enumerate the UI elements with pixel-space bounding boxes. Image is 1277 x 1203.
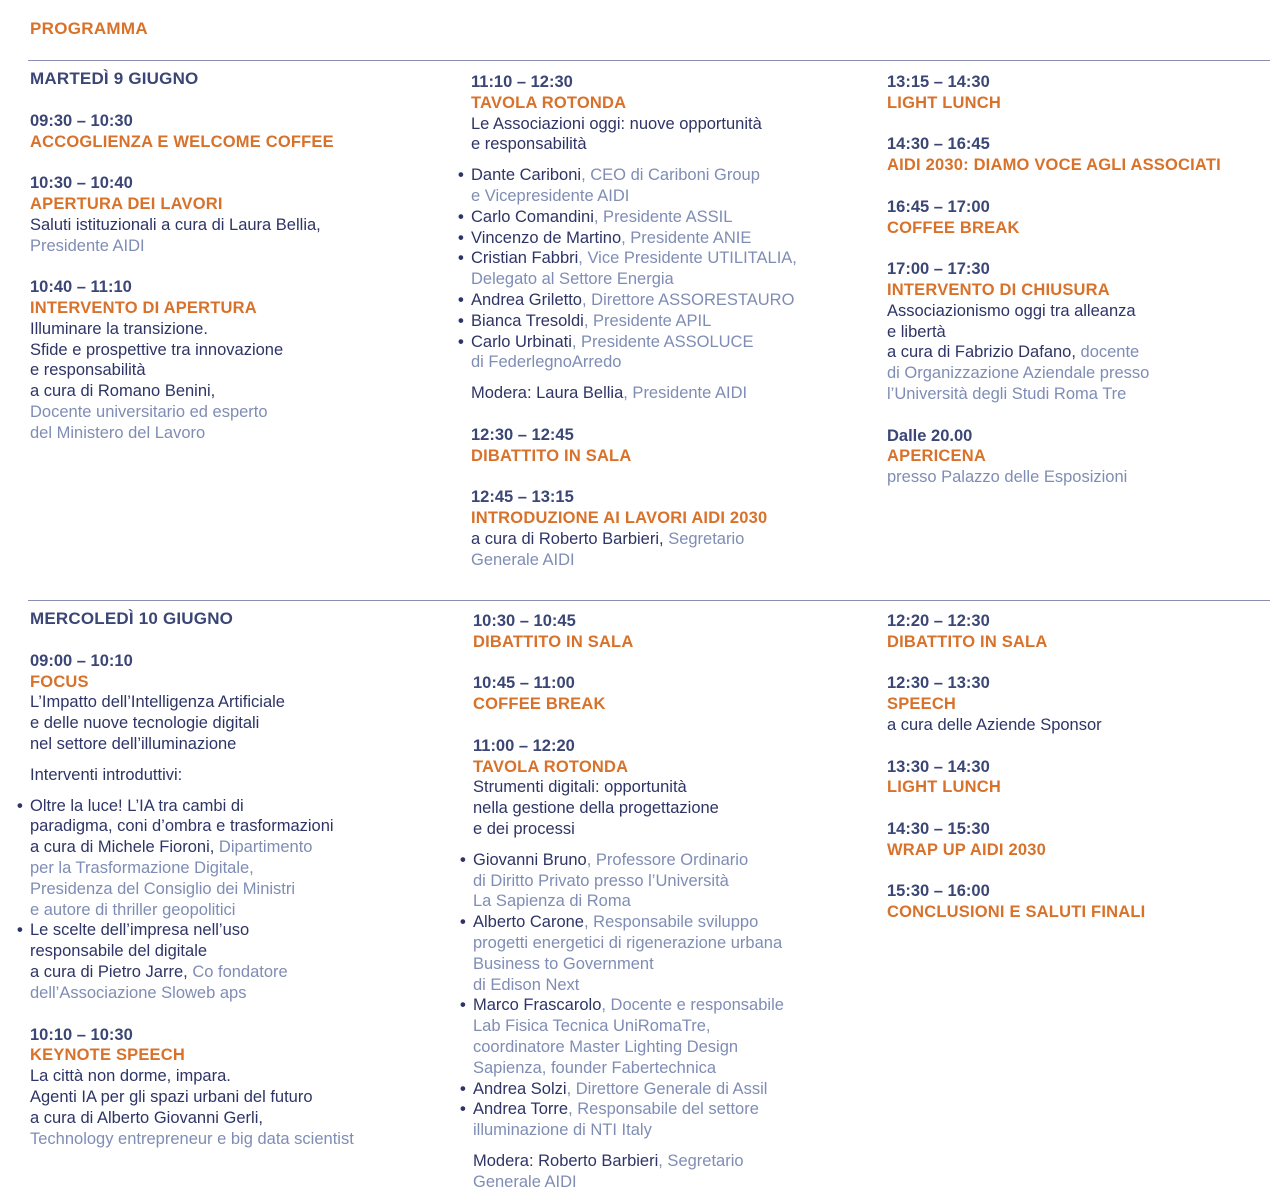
session-dibattito [887,611,1272,653]
speaker-item [473,1099,873,1141]
session-label: APERICENA [887,447,986,466]
speaker-item [471,165,871,207]
session-time: 10:30 – 10:40 [30,174,133,193]
session-text: Sfide e prospettive tra innovazione [30,340,284,359]
speaker-name: Vincenzo de Martino [471,228,622,247]
session-text: Agenti IA per gli spazi urbani del futuro [30,1087,313,1106]
session-label: DIBATTITO IN SALA [473,632,634,651]
session-dibattito [473,611,873,653]
speaker-role: per la Trasformazione Digitale, [30,858,254,877]
session-role: Technology entrepreneur e big data scientist [30,1129,354,1148]
speaker-name: Bianca Tresoldi [471,311,584,330]
speaker-item [471,332,871,374]
session-text: Associazionismo oggi tra alleanza [887,301,1136,320]
speaker-role: illuminazione di NTI Italy [473,1121,652,1140]
session-time: 10:30 – 10:45 [473,612,576,630]
session-introduzione [471,487,871,570]
session-time: Dalle 20.00 [887,426,973,445]
day1-column-2 [471,72,871,591]
session-label: SPEECH [887,695,957,714]
session-role: docente [1075,343,1140,362]
speaker-role: , Presidente ASSIL [593,207,733,226]
session-label: COFFEE BREAK [473,695,606,714]
session-label: TAVOLA ROTONDA [473,757,629,776]
session-coffee-break [887,197,1272,239]
speaker-role: , CEO di Cariboni Group [581,166,760,185]
speaker-role: La Sapienza di Roma [473,892,631,911]
session-text: Illuminare la transizione. [30,319,208,338]
speaker-item [30,796,430,921]
session-apericena [887,426,1272,488]
session-label: CONCLUSIONI E SALUTI FINALI [887,903,1146,922]
speaker-item [471,248,871,290]
speaker-name: a cura di Michele Fioroni, [30,838,215,857]
speaker-role: Presidenza del Consiglio dei Ministri [30,879,296,898]
session-label: LIGHT LUNCH [887,93,1002,112]
moderator [471,383,871,404]
speaker-item [473,912,873,995]
speaker-item [471,290,871,311]
speaker-role: , Docente e responsabile [601,996,784,1015]
moderator-name: Modera: Laura Bellia [471,384,624,403]
session-time: 10:10 – 10:30 [30,1025,133,1044]
session-role: Segretario [663,529,745,548]
interventi-heading: Interventi introduttivi: [30,765,183,784]
moderator [473,1151,873,1193]
session-text: Saluti istituzionali a cura di Laura Bellia, [30,215,321,234]
session-role: Presidente AIDI [30,236,145,255]
session-time: 09:30 – 10:30 [30,111,133,130]
day2-column-1 [30,609,430,1170]
talk-title: • Oltre la luce! L’IA tra cambi di [30,796,244,815]
speaker-role: , Responsabile sviluppo [583,913,759,932]
talk-title: responsabile del digitale [30,942,208,961]
session-time: 10:45 – 11:00 [473,674,575,693]
session-time: 14:30 – 15:30 [887,819,990,838]
session-label: LIGHT LUNCH [887,778,1002,797]
speaker-name: Dante Cariboni [471,166,582,185]
day2-column-2 [473,611,873,1193]
speaker-role: e Vicepresidente AIDI [471,186,630,205]
session-time: 13:30 – 14:30 [887,757,990,776]
session-role: del Ministero del Lavoro [30,423,206,442]
speaker-role: , Presidente APIL [583,311,712,330]
session-text: e dei processi [473,819,575,838]
speaker-role: di FederlegnoArredo [471,353,622,372]
speaker-item [473,1079,873,1100]
speaker-role: , Direttore Generale di Assil [566,1079,768,1098]
session-label: WRAP UP AIDI 2030 [887,840,1046,859]
session-time: 12:30 – 12:45 [471,425,574,444]
speaker-name: Andrea Griletto [471,290,582,309]
moderator-role: , Segretario [658,1151,744,1170]
speaker-name: Cristian Fabbri [471,249,579,268]
session-label: AIDI 2030: DIAMO VOCE AGLI ASSOCIATI [887,156,1221,175]
speaker-name: Andrea Torre [473,1100,569,1119]
session-apertura-lavori [30,173,430,256]
session-time: 16:45 – 17:00 [887,197,990,216]
speaker-role: coordinatore Master Lighting Design [473,1037,739,1056]
session-speech [887,673,1272,735]
speaker-role: Sapienza, founder Fabertechnica [473,1058,717,1077]
session-keynote [30,1025,430,1150]
speaker-name: Carlo Urbinati [471,332,572,351]
speaker-name: Andrea Solzi [473,1079,567,1098]
session-time: 15:30 – 16:00 [887,882,990,901]
session-text: nella gestione della progettazione [473,799,719,818]
session-text: e responsabilità [30,361,146,380]
session-text: e libertà [887,322,946,341]
session-text: a cura di Fabrizio Dafano, [887,343,1076,362]
session-text: Le Associazioni oggi: nuove opportunità [471,114,762,133]
session-diamo-voce [887,134,1272,176]
session-text: La città non dorme, impara. [30,1067,231,1086]
speaker-role: Lab Fisica Tecnica UniRomaTre, [473,1017,711,1036]
session-chiusura [887,259,1272,405]
session-conclusioni [887,881,1272,923]
speaker-role: di Diritto Privato presso l’Università [473,871,729,890]
day1-column-3 [887,72,1272,509]
session-tavola-rotonda [473,736,873,840]
speaker-name: Carlo Comandini [471,207,594,226]
day-heading: MERCOLEDÌ 10 GIUGNO [30,609,234,628]
speaker-role: , Vice Presidente UTILITALIA, [578,249,797,268]
day-heading: MARTEDÌ 9 GIUGNO [30,69,199,88]
session-time: 17:00 – 17:30 [887,260,990,279]
session-welcome [30,111,430,153]
speaker-item [471,228,871,249]
speaker-role: progetti energetici di rigenerazione urbana [473,933,783,952]
session-time: 11:10 – 12:30 [471,73,573,91]
moderator-role: Generale AIDI [473,1172,577,1191]
session-intervento-apertura [30,277,430,443]
session-label: INTERVENTO DI APERTURA [30,298,257,317]
speaker-item [473,850,873,912]
session-time: 12:30 – 13:30 [887,674,990,693]
session-time: 10:40 – 11:10 [30,278,132,297]
session-role: Docente universitario ed esperto [30,402,268,421]
session-text: nel settore dell’illuminazione [30,734,237,753]
speaker-role: , Presidente ANIE [621,228,752,247]
speaker-role: , Presidente ASSOLUCE [571,332,754,351]
moderator-name: Modera: Roberto Barbieri [473,1151,659,1170]
speaker-role: Co fondatore [187,962,288,981]
section-divider-day2 [28,600,1270,601]
session-text: a cura di Roberto Barbieri, [471,529,664,548]
speaker-list [473,850,873,1141]
session-role: l’Università degli Studi Roma Tre [887,384,1127,403]
page-title: PROGRAMMA [30,19,148,38]
session-time: 11:00 – 12:20 [473,736,575,755]
session-light-lunch [887,72,1272,114]
session-time: 13:15 – 14:30 [887,73,990,91]
session-text: a cura delle Aziende Sponsor [887,715,1102,734]
session-role: di Organizzazione Aziendale presso [887,364,1150,383]
section-divider-day1 [28,60,1270,61]
session-dibattito [471,425,871,467]
session-time: 09:00 – 10:10 [30,651,133,670]
session-text: L’Impatto dell’Intelligenza Artificiale [30,693,285,712]
day1-column-1 [30,69,430,464]
speaker-role: Business to Government [473,954,654,973]
speaker-role: di Edison Next [473,975,580,994]
session-label: INTERVENTO DI CHIUSURA [887,280,1110,299]
talk-title: paradigma, coni d’ombra e trasformazioni [30,817,334,836]
speaker-name: Giovanni Bruno [473,850,587,869]
session-label: KEYNOTE SPEECH [30,1046,185,1065]
session-label: COFFEE BREAK [887,218,1020,237]
moderator-role: , Presidente AIDI [623,384,748,403]
speaker-role: Delegato al Settore Energia [471,270,674,289]
speaker-role: Dipartimento [214,838,313,857]
speaker-name: Alberto Carone [473,913,584,932]
session-tavola-rotonda [471,72,871,155]
session-label: ACCOGLIENZA E WELCOME COFFEE [30,132,334,151]
speaker-item [471,311,871,332]
session-role: presso Palazzo delle Esposizioni [887,468,1128,487]
session-time: 12:45 – 13:15 [471,488,574,507]
speaker-list [30,796,430,1004]
speaker-list [471,165,871,373]
session-label: DIBATTITO IN SALA [887,632,1048,651]
session-time: 14:30 – 16:45 [887,135,990,154]
speaker-role: e autore di thriller geopolitici [30,900,236,919]
session-light-lunch [887,757,1272,799]
session-label: DIBATTITO IN SALA [471,446,632,465]
speaker-role: , Direttore ASSORESTAURO [581,290,795,309]
session-text: e delle nuove tecnologie digitali [30,714,260,733]
session-label: APERTURA DEI LAVORI [30,194,223,213]
speaker-name: Marco Frascarolo [473,996,602,1015]
day2-column-3 [887,611,1272,944]
session-text: Strumenti digitali: opportunità [473,778,687,797]
session-label: TAVOLA ROTONDA [471,93,627,112]
session-wrap-up [887,819,1272,861]
session-role: Generale AIDI [471,550,575,569]
speaker-role: , Responsabile del settore [568,1100,759,1119]
speaker-role: dell’Associazione Sloweb aps [30,983,247,1002]
session-coffee-break [473,673,873,715]
speaker-role: , Professore Ordinario [586,850,749,869]
talk-title: • Le scelte dell’impresa nell’uso [30,921,250,940]
speaker-item [30,920,430,1003]
speaker-name: a cura di Pietro Jarre, [30,962,188,981]
session-text: a cura di Romano Benini, [30,382,216,401]
session-text: a cura di Alberto Giovanni Gerli, [30,1108,263,1127]
session-label: FOCUS [30,672,89,691]
session-text: e responsabilità [471,135,587,154]
session-focus [30,651,430,755]
session-time: 12:20 – 12:30 [887,612,990,630]
session-label: INTRODUZIONE AI LAVORI AIDI 2030 [471,508,768,527]
speaker-item [471,207,871,228]
speaker-item [473,995,873,1078]
